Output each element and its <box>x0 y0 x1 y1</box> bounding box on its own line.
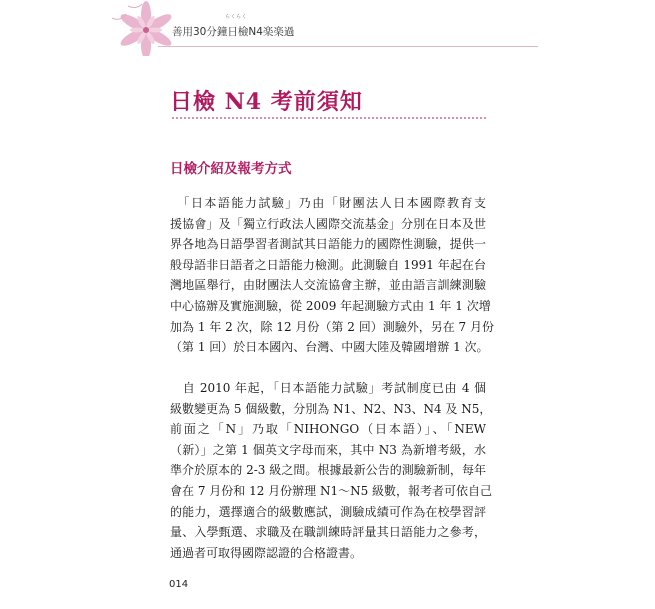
chapter-title: 日檢 N4 考前須知 <box>170 89 363 115</box>
ruby-annotation: らくらく <box>225 14 248 20</box>
section-heading: 日檢介紹及報考方式 <box>170 161 292 177</box>
dotted-divider <box>172 117 486 119</box>
text-line: 加為 1 年 2 次，除 12 月份（第 2 回）測驗外，另在 7 月份 <box>170 319 494 334</box>
page-number: 014 <box>169 579 189 590</box>
text-line: 準介於原本的 2-3 級之間。根據最新公告的測驗新制，每年 <box>170 463 486 478</box>
running-title: 善用30分鐘日檢N4楽楽過 <box>172 26 295 38</box>
text-line: 自 2010 年起，「日本語能力試驗」考試制度已由 4 個 <box>170 381 486 395</box>
page-header <box>108 0 538 48</box>
text-line: 級數變更為 5 個級數，分別為 N1、N2、N3、N4 及 N5， <box>170 401 492 416</box>
text-line: 中心協辦及實施測驗，從 2009 年起測驗方式由 1 年 1 次增 <box>170 298 491 313</box>
text-line: 「日本語能力試驗」乃由「財團法人日本國際教育支 <box>170 196 486 210</box>
paragraph-intro <box>170 193 494 358</box>
text-line: 的能力，選擇適合的級數應試，測驗成績可作為在校學習評 <box>170 504 486 519</box>
text-line: 界各地為日語學習者測試其日語能力的國際性測驗，提供一 <box>170 237 486 252</box>
text-line: （新）」之第 1 個英文字母而來，其中 N3 為新增考級，水 <box>170 442 486 457</box>
text-line: 量、入學甄選、求職及在職訓練時評量其日語能力之參考， <box>170 525 486 540</box>
text-line: 援協會」及「獨立行政法人國際交流基金」分別在日本及世 <box>170 216 486 231</box>
text-line: 般母語非日語者之日語能力檢測。此測驗自 1991 年起在台 <box>170 257 486 272</box>
text-line: （第 1 回）於日本國內、台灣、中國大陸及韓國增辦 1 次。 <box>170 340 489 355</box>
header-divider <box>158 46 538 47</box>
paragraph-levels <box>170 378 493 563</box>
text-line: 前面之「N」乃取「NIHONGO（日本語）」、「NEW <box>170 422 486 437</box>
text-line: 通過者可取得國際認證的合格證書。 <box>170 545 363 560</box>
text-line: 會在 7 月份和 12 月份辦理 N1～N5 級數，報考者可依自己 <box>170 483 493 498</box>
text-line: 灣地區舉行，由財團法人交流協會主辦，並由語言訓練測驗 <box>170 278 486 293</box>
